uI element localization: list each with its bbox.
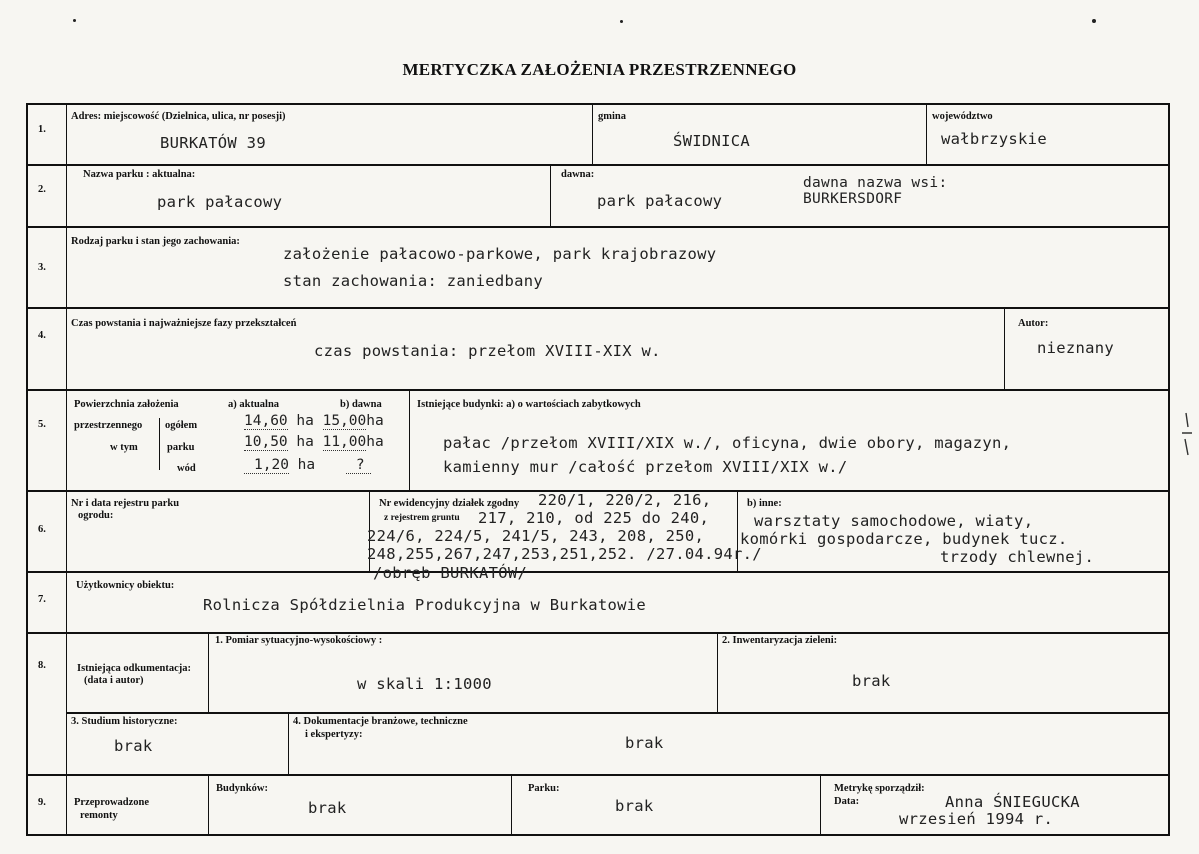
form-title: MERTYCZKA ZAŁOŻENIA PRZESTRZENNEGO [402,60,797,79]
survey-value: w skali 1:1000 [357,675,492,693]
water-area-values [244,457,371,473]
village-old-name: BURKERSDORF [803,191,903,207]
branch-docs-value: brak [625,734,664,752]
author-value: nieznany [1037,339,1115,357]
old-name-value: park pałacowy [597,192,723,210]
address-label: Adres: miejscowość (Dzielnica, ulica, nr posesji) [71,111,286,122]
area-unit: ha [366,413,384,429]
documentation-label: Istniejąca odkumentacja: [77,663,192,674]
parcel-label-2: z rejestrem gruntu [384,513,460,523]
parcel-label: Nr ewidencyjny działek zgodny [379,498,520,509]
origin-value: czas powstania: przełom XVIII-XIX w. [314,342,661,360]
total-area-old: 15,00 [322,413,367,429]
scan-speck [620,20,623,23]
other-buildings-label: b) inne: [747,498,782,509]
history-study-value: brak [114,737,153,755]
condition-value: stan zachowania: zaniedbany [283,272,544,290]
village-note-label: dawna nazwa wsi: [803,175,948,191]
buildings-value-2: kamienny mur /całość przełom XVIII/XIX w./ [443,458,848,476]
margin-mark [1176,405,1196,465]
author-label: Autor: [1018,318,1049,329]
water-area-current: 1,20 [244,457,289,474]
date-label: Data: [834,796,860,807]
area-label: Powierzchnia założenia [74,399,179,410]
parcel-numbers-4: 248,255,267,247,253,251,252. /27.04.94r./ [367,545,762,563]
row-number: 5. [38,419,46,430]
parcel-numbers-2: 217, 210, od 225 do 240, [478,509,710,527]
przestrzennego-label: przestrzennego [74,420,143,431]
row-number: 3. [38,262,46,273]
other-buildings-3: trzody chlewnej. [940,548,1095,566]
row-number: 7. [38,594,46,605]
park-repairs-label: Parku: [528,783,560,794]
row-number: 8. [38,660,46,671]
other-buildings-1: warsztaty samochodowe, wiaty, [754,512,1034,530]
row-number: 2. [38,184,46,195]
including-label: w tym [110,442,138,453]
register-label-2: ogrodu: [78,510,114,521]
park-area-label: parku [167,442,195,453]
row-number: 6. [38,524,46,535]
gmina-label: gmina [598,111,627,122]
area-unit: ha [297,457,316,473]
address-value: BURKATÓW 39 [160,134,266,152]
prepared-by-value: Anna ŚNIEGUCKA [945,793,1080,811]
total-label: ogółem [165,420,198,431]
row-number: 9. [38,797,46,808]
branch-docs-label: 4. Dokumentacje branżowe, techniczne [293,716,468,727]
scan-speck [1092,19,1096,23]
voivodeship-value: wałbrzyskie [941,130,1047,148]
survey-label: 1. Pomiar sytuacyjno-wysokościowy : [215,635,383,646]
prepared-by-label: Metrykę sporządził: [834,783,925,794]
park-type-label: Rodzaj parku i stan jego zachowania: [71,236,240,247]
repairs-label-2: remonty [80,810,118,821]
greenery-value: brak [852,672,891,690]
total-area-current: 14,60 [244,413,288,429]
register-label: Nr i data rejestru parku [71,498,180,509]
buildings-repairs-label: Budynków: [216,783,268,794]
users-label: Użytkownicy obiektu: [76,580,175,591]
parcel-precinct: /obręb BURKATÓW/ [373,564,528,582]
area-unit: ha [296,413,314,429]
origin-label: Czas powstania i najważniejsze fazy przekształceń [71,318,297,329]
gmina-value: ŚWIDNICA [673,132,751,150]
voivodeship-label: województwo [932,111,993,122]
buildings-value-1: pałac /przełom XVIII/XIX w./, oficyna, dwie obory, magazyn, [443,434,1012,452]
park-type-value: założenie pałacowo-parkowe, park krajobrazowy [283,245,717,263]
park-area-values [244,434,384,450]
current-area-header: a) aktualna [228,399,280,410]
old-area-header: b) dawna [340,399,382,410]
parcel-numbers-3: 224/6, 224/5, 241/5, 243, 208, 250, [367,527,705,545]
greenery-label: 2. Inwentaryzacja zieleni: [722,635,838,646]
buildings-label: Istniejące budynki: a) o wartościach zabytkowych [417,399,641,410]
buildings-repairs-value: brak [308,799,347,817]
parcel-numbers-1: 220/1, 220/2, 216, [538,491,712,509]
area-unit: ha [366,434,384,450]
park-name-label: Nazwa parku : aktualna: [83,169,196,180]
branch-docs-label-2: i ekspertyzy: [305,729,363,740]
area-unit: ha [296,434,314,450]
history-study-label: 3. Studium historyczne: [71,716,178,727]
date-value: wrzesień 1994 r. [899,810,1054,828]
scan-speck [73,19,76,22]
park-repairs-value: brak [615,797,654,815]
old-name-label: dawna: [561,169,595,180]
repairs-label: Przeprowadzone [74,797,150,808]
park-area-old: 11,00 [322,434,367,450]
park-name-value: park pałacowy [157,193,283,211]
park-area-current: 10,50 [244,434,288,450]
row-number: 1. [38,124,46,135]
water-area-label: wód [177,463,196,474]
water-area-old: ? [346,457,371,474]
documentation-label-2: (data i autor) [84,675,144,686]
users-value: Rolnicza Spółdzielnia Produkcyjna w Burkatowie [203,596,647,614]
other-buildings-2: komórki gospodarcze, budynek tucz. [740,530,1068,548]
row-number: 4. [38,330,46,341]
total-area-values [244,413,384,429]
